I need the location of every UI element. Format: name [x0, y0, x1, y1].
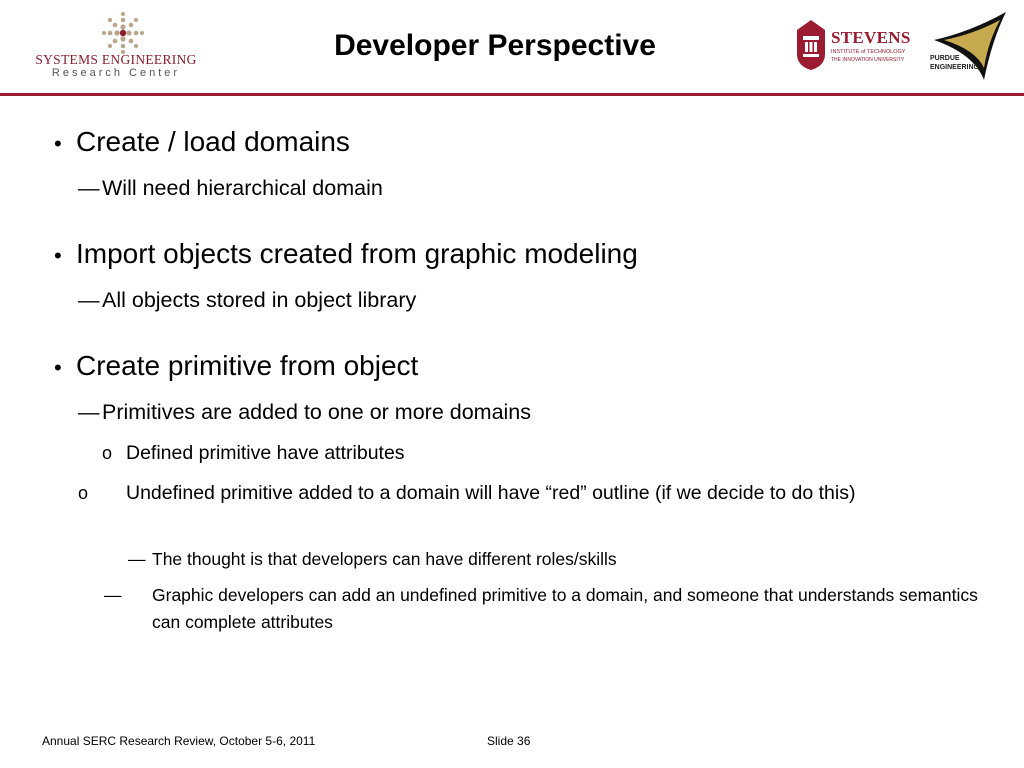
bullet-marker: • [54, 243, 62, 268]
level4-bullet-item [128, 546, 988, 573]
sub-bullet-text: All objects stored in object library [102, 288, 417, 312]
slide-number: Slide 36 [487, 734, 531, 748]
bullet-item [54, 350, 418, 384]
bullet-text: Create primitive from object [76, 350, 419, 381]
sub-bullet-text: Primitives are added to one or more domains [102, 400, 532, 424]
sub-bullet-item [78, 287, 416, 313]
sub-bullet-text: Will need hierarchical domain [102, 176, 383, 200]
bullet-item [54, 126, 350, 160]
footer-event: Annual SERC Research Review, October 5-6, 2011 [42, 734, 316, 748]
bullet-marker: • [54, 131, 62, 156]
bullet-item [54, 238, 638, 272]
level4-bullet-text: Graphic developers can add an undefined primitive to a domain, and someone that understands semantics can complete attributes [152, 585, 978, 632]
purdue-line2: ENGINEERING [930, 64, 980, 71]
sub-sub-bullet-text: Defined primitive have attributes [126, 442, 405, 464]
bullet-text: Import objects created from graphic modeling [76, 238, 638, 269]
dash-marker: — [78, 400, 100, 424]
circle-marker: o [78, 483, 89, 503]
stevens-sub2: THE INNOVATION UNIVERSITY [831, 57, 905, 63]
dash-marker: — [78, 176, 100, 200]
sub-bullet-item [78, 399, 531, 425]
serc-logo-line2: Research Center [51, 67, 181, 79]
sub-sub-bullet-text: Undefined primitive added to a domain will have “red” outline (if we decide to do this) [126, 482, 856, 504]
dash-marker: — [78, 288, 100, 312]
sub-sub-bullet-item [102, 438, 992, 468]
sub-bullet-item [78, 175, 383, 201]
slide-title: Developer Perspective [334, 29, 656, 62]
level4-bullet-text: The thought is that developers can have different roles/skills [152, 549, 617, 569]
purdue-line1: PURDUE [930, 55, 960, 62]
sub-sub-bullet-item [78, 478, 992, 508]
stevens-name: STEVENS [831, 28, 911, 47]
dash-marker: — [128, 549, 146, 569]
circle-marker: o [102, 443, 113, 463]
dash-marker: — [104, 585, 122, 605]
serc-logo-line1: SYSTEMS ENGINEERING [35, 52, 197, 67]
stevens-sub1: INSTITUTE of TECHNOLOGY [831, 49, 906, 55]
level4-bullet-item [104, 582, 988, 636]
bullet-marker: • [54, 355, 62, 380]
bullet-text: Create / load domains [76, 126, 350, 157]
